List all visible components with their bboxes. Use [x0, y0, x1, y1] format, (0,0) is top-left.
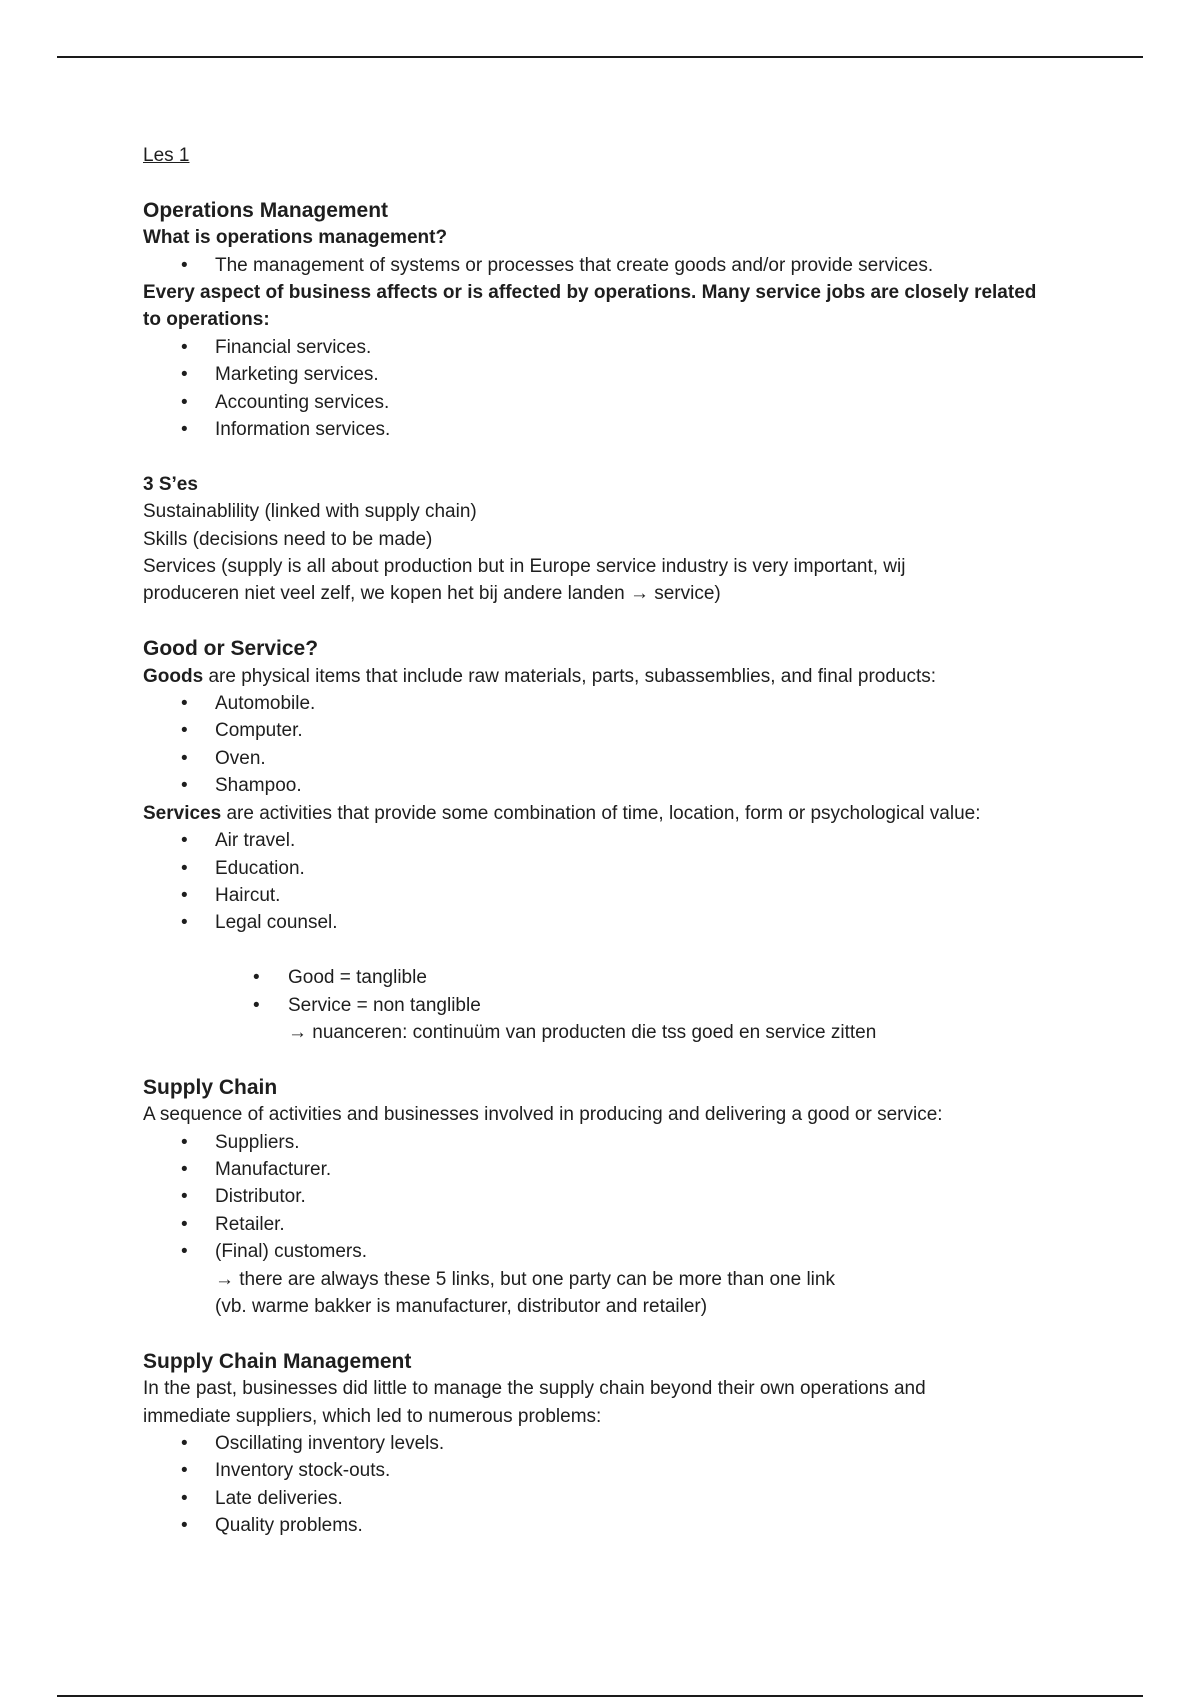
bullet-icon: •	[181, 693, 188, 715]
list-item: • Service = non tanglible	[143, 992, 1063, 1019]
heading-3-ses: 3 S’es	[143, 473, 198, 495]
list-item: • Automobile.	[143, 690, 1063, 717]
document-body	[143, 142, 1063, 1540]
bullet-icon: •	[181, 1433, 188, 1454]
list-item: • Late deliveries.	[143, 1485, 1063, 1512]
paragraph-line: Skills (decisions need to be made)	[143, 528, 433, 550]
list-item: • Computer.	[143, 717, 1063, 744]
paragraph-line: Sustainablility (linked with supply chain)	[143, 501, 477, 523]
list-item: • Good = tanglible	[143, 964, 1063, 991]
list-item: • Legal counsel.	[143, 909, 1063, 936]
bullet-icon: •	[181, 254, 188, 276]
paragraph-line: A sequence of activities and businesses involved in producing and delivering a good or service:	[143, 1104, 943, 1126]
bullet-icon: •	[181, 1515, 188, 1537]
list-item: • Manufacturer.	[143, 1156, 1063, 1183]
bullet-icon: •	[181, 1460, 188, 1482]
header-rule	[57, 56, 1143, 58]
paragraph-line: Services (supply is all about production but in Europe service industry is very important, wij	[143, 556, 906, 578]
bullet-icon: •	[181, 830, 188, 852]
list-item: • Retailer.	[143, 1211, 1063, 1238]
note-line: (vb. warme bakker is manufacturer, distributor and retailer)	[215, 1295, 708, 1317]
heading-good-or-service: Good or Service?	[143, 637, 319, 661]
paragraph-line: In the past, businesses did little to manage the supply chain beyond their own operations and	[143, 1378, 926, 1400]
bullet-icon: •	[181, 1487, 188, 1509]
bullet-icon: •	[181, 419, 188, 441]
bullet-icon: •	[181, 364, 188, 386]
bullet-icon: •	[253, 994, 260, 1016]
heading-operations-management: Operations Management	[143, 198, 389, 222]
list-item: • Shampoo.	[143, 772, 1063, 799]
list-item: • Financial services.	[143, 334, 1063, 361]
list-item: • Haircut.	[143, 882, 1063, 909]
bullet-icon: •	[181, 747, 188, 769]
footer-rule	[57, 1695, 1143, 1697]
statement-line: to operations:	[143, 309, 270, 331]
statement-line: Every aspect of business affects or is affected by operations. Many service jobs are closely related	[143, 282, 1037, 304]
list-item: • Distributor.	[143, 1183, 1063, 1210]
services-definition: Services are activities that provide some combination of time, location, form or psychological value:	[143, 802, 981, 824]
list-item: • Accounting services.	[143, 389, 1063, 416]
heading-supply-chain-management: Supply Chain Management	[143, 1349, 412, 1373]
bullet-icon: •	[181, 720, 188, 742]
bullet-icon: •	[181, 1131, 188, 1153]
bullet-icon: •	[181, 336, 188, 358]
note-line: → there are always these 5 links, but one party can be more than one link	[215, 1268, 835, 1290]
goods-term: Goods	[143, 665, 204, 687]
bullet-icon: •	[181, 857, 188, 879]
bullet-icon: •	[181, 391, 188, 413]
bullet-icon: •	[181, 775, 188, 797]
list-item: • Marketing services.	[143, 361, 1063, 388]
list-item: • Oscillating inventory levels.	[143, 1430, 1063, 1457]
list-item: • Inventory stock-outs.	[143, 1457, 1063, 1484]
question-operations-management: What is operations management?	[143, 227, 448, 249]
bullet-icon: •	[181, 1186, 188, 1208]
bullet-icon: •	[181, 1158, 188, 1180]
list-item: • (Final) customers.	[143, 1238, 1063, 1265]
bullet-icon: •	[181, 1213, 188, 1235]
page-title: Les 1	[143, 145, 190, 166]
list-item: • Information services.	[143, 416, 1063, 443]
bullet-icon: •	[181, 912, 188, 934]
list-item: • Education.	[143, 855, 1063, 882]
note-line: → nuanceren: continuüm van producten die tss goed en service zitten	[288, 1021, 877, 1043]
list-item: • The management of systems or processes that create goods and/or provide services.	[143, 252, 1063, 279]
list-item: • Quality problems.	[143, 1512, 1063, 1539]
list-item: • Air travel.	[143, 827, 1063, 854]
bullet-icon: •	[181, 1241, 188, 1263]
paragraph-line: immediate suppliers, which led to numerous problems:	[143, 1405, 602, 1427]
list-item: • Suppliers.	[143, 1129, 1063, 1156]
services-term: Services	[143, 802, 222, 824]
heading-supply-chain: Supply Chain	[143, 1075, 278, 1099]
paragraph-line: produceren niet veel zelf, we kopen het bij andere landen → service)	[143, 583, 721, 605]
goods-definition: Goods are physical items that include raw materials, parts, subassemblies, and final products:	[143, 665, 937, 687]
bullet-icon: •	[181, 884, 188, 906]
bullet-icon: •	[253, 967, 260, 989]
list-item: • Oven.	[143, 745, 1063, 772]
